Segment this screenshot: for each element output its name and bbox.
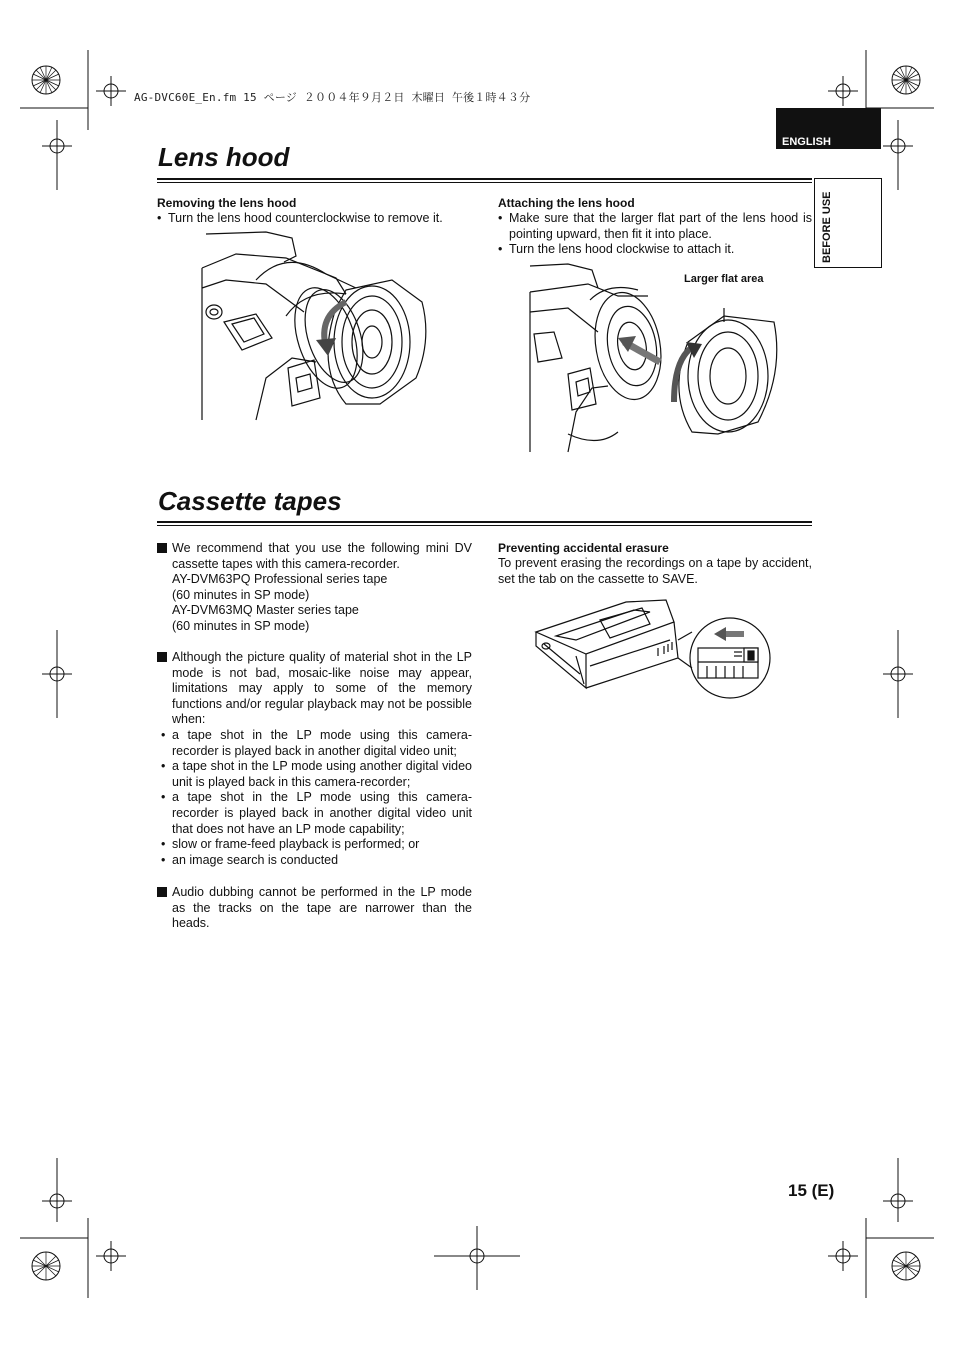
erasure-text: To prevent erasing the recordings on a tape by accident, set the tab on the cassette to SAVE. (498, 556, 812, 586)
crosshair-icon (96, 76, 126, 106)
language-tab (776, 108, 881, 149)
list-item: • a tape shot in the LP mode using this camera-recorder is played back in another digital video unit; (161, 727, 472, 758)
list-item: • Make sure that the larger flat part of the lens hood is pointing upward, then fit it into place. (498, 211, 812, 241)
removing-heading: Removing the lens hood (157, 196, 297, 210)
tape-model-line: AY-DVM63MQ Master series tape (172, 603, 359, 618)
starburst-icon (892, 66, 920, 94)
paragraph: Audio dubbing cannot be performed in the LP mode as the tracks on the tape are narrower than the heads. (157, 885, 472, 932)
page-number: 15 (E) (788, 1181, 835, 1200)
square-bullet-icon (157, 543, 167, 553)
larger-flat-area-callout: Larger flat area (684, 273, 764, 285)
title-rule (157, 182, 812, 183)
crosshair-icon (828, 76, 858, 106)
attaching-instructions (498, 211, 812, 258)
audio-dubbing-note (157, 885, 472, 932)
section-title-lens-hood: Lens hood (158, 142, 290, 172)
crosshair-icon (828, 1241, 858, 1271)
crosshair-icon (96, 1241, 126, 1271)
square-bullet-icon (157, 652, 167, 662)
cassette-recommendation (157, 541, 472, 635)
title-rule (157, 178, 812, 180)
cassette-illustration (530, 596, 776, 708)
side-tab-label: BEFORE USE (821, 191, 833, 263)
removing-lens-hood-illustration (196, 228, 432, 424)
section-title-cassette-tapes: Cassette tapes (158, 486, 342, 516)
section-side-tab (814, 178, 882, 268)
starburst-icon (32, 1252, 60, 1280)
list-item: • Turn the lens hood counterclockwise to remove it. (157, 211, 443, 225)
tape-model-line: AY-DVM63PQ Professional series tape (172, 572, 388, 587)
attaching-lens-hood-illustration (528, 262, 782, 458)
starburst-icon (892, 1252, 920, 1280)
list-item: • slow or frame-feed playback is performed; or (161, 837, 420, 852)
language-label: ENGLISH (782, 136, 831, 148)
erasure-heading: Preventing accidental erasure (498, 541, 669, 555)
attaching-heading: Attaching the lens hood (498, 196, 635, 210)
title-rule (157, 525, 812, 526)
paragraph: Although the picture quality of material shot in the LP mode is not bad, mosaic-like noise may appear, limitations may apply to some of the memory functions and/or regular playback may not be possible when: (157, 650, 472, 728)
list-item: • a tape shot in the LP mode using another digital video unit is played back in this camera-recorder; (161, 759, 472, 789)
paragraph: We recommend that you use the following mini DV cassette tapes with this camera-recorder. AY-DVM63PQ Professional series tape (60 minutes in SP mode) AY-DVM63MQ Master series tape (60 minutes in SP mode) (157, 541, 472, 635)
lp-mode-limitations (157, 650, 472, 868)
square-bullet-icon (157, 887, 167, 897)
title-rule (157, 521, 812, 523)
removing-instructions (157, 211, 477, 227)
file-header: AG-DVC60E_En.fm 15 ページ ２００４年９月２日 木曜日 午後１時４３分 (134, 91, 531, 104)
tape-model-line: (60 minutes in SP mode) (172, 587, 310, 602)
starburst-icon (32, 66, 60, 94)
tape-model-line: (60 minutes in SP mode) (172, 618, 310, 633)
list-item: • Turn the lens hood clockwise to attach it. (498, 242, 735, 257)
list-item: • an image search is conducted (161, 852, 339, 867)
list-item: • a tape shot in the LP mode using this camera-recorder is played back in another digital video unit that does not have an LP mode capability; (161, 790, 472, 836)
